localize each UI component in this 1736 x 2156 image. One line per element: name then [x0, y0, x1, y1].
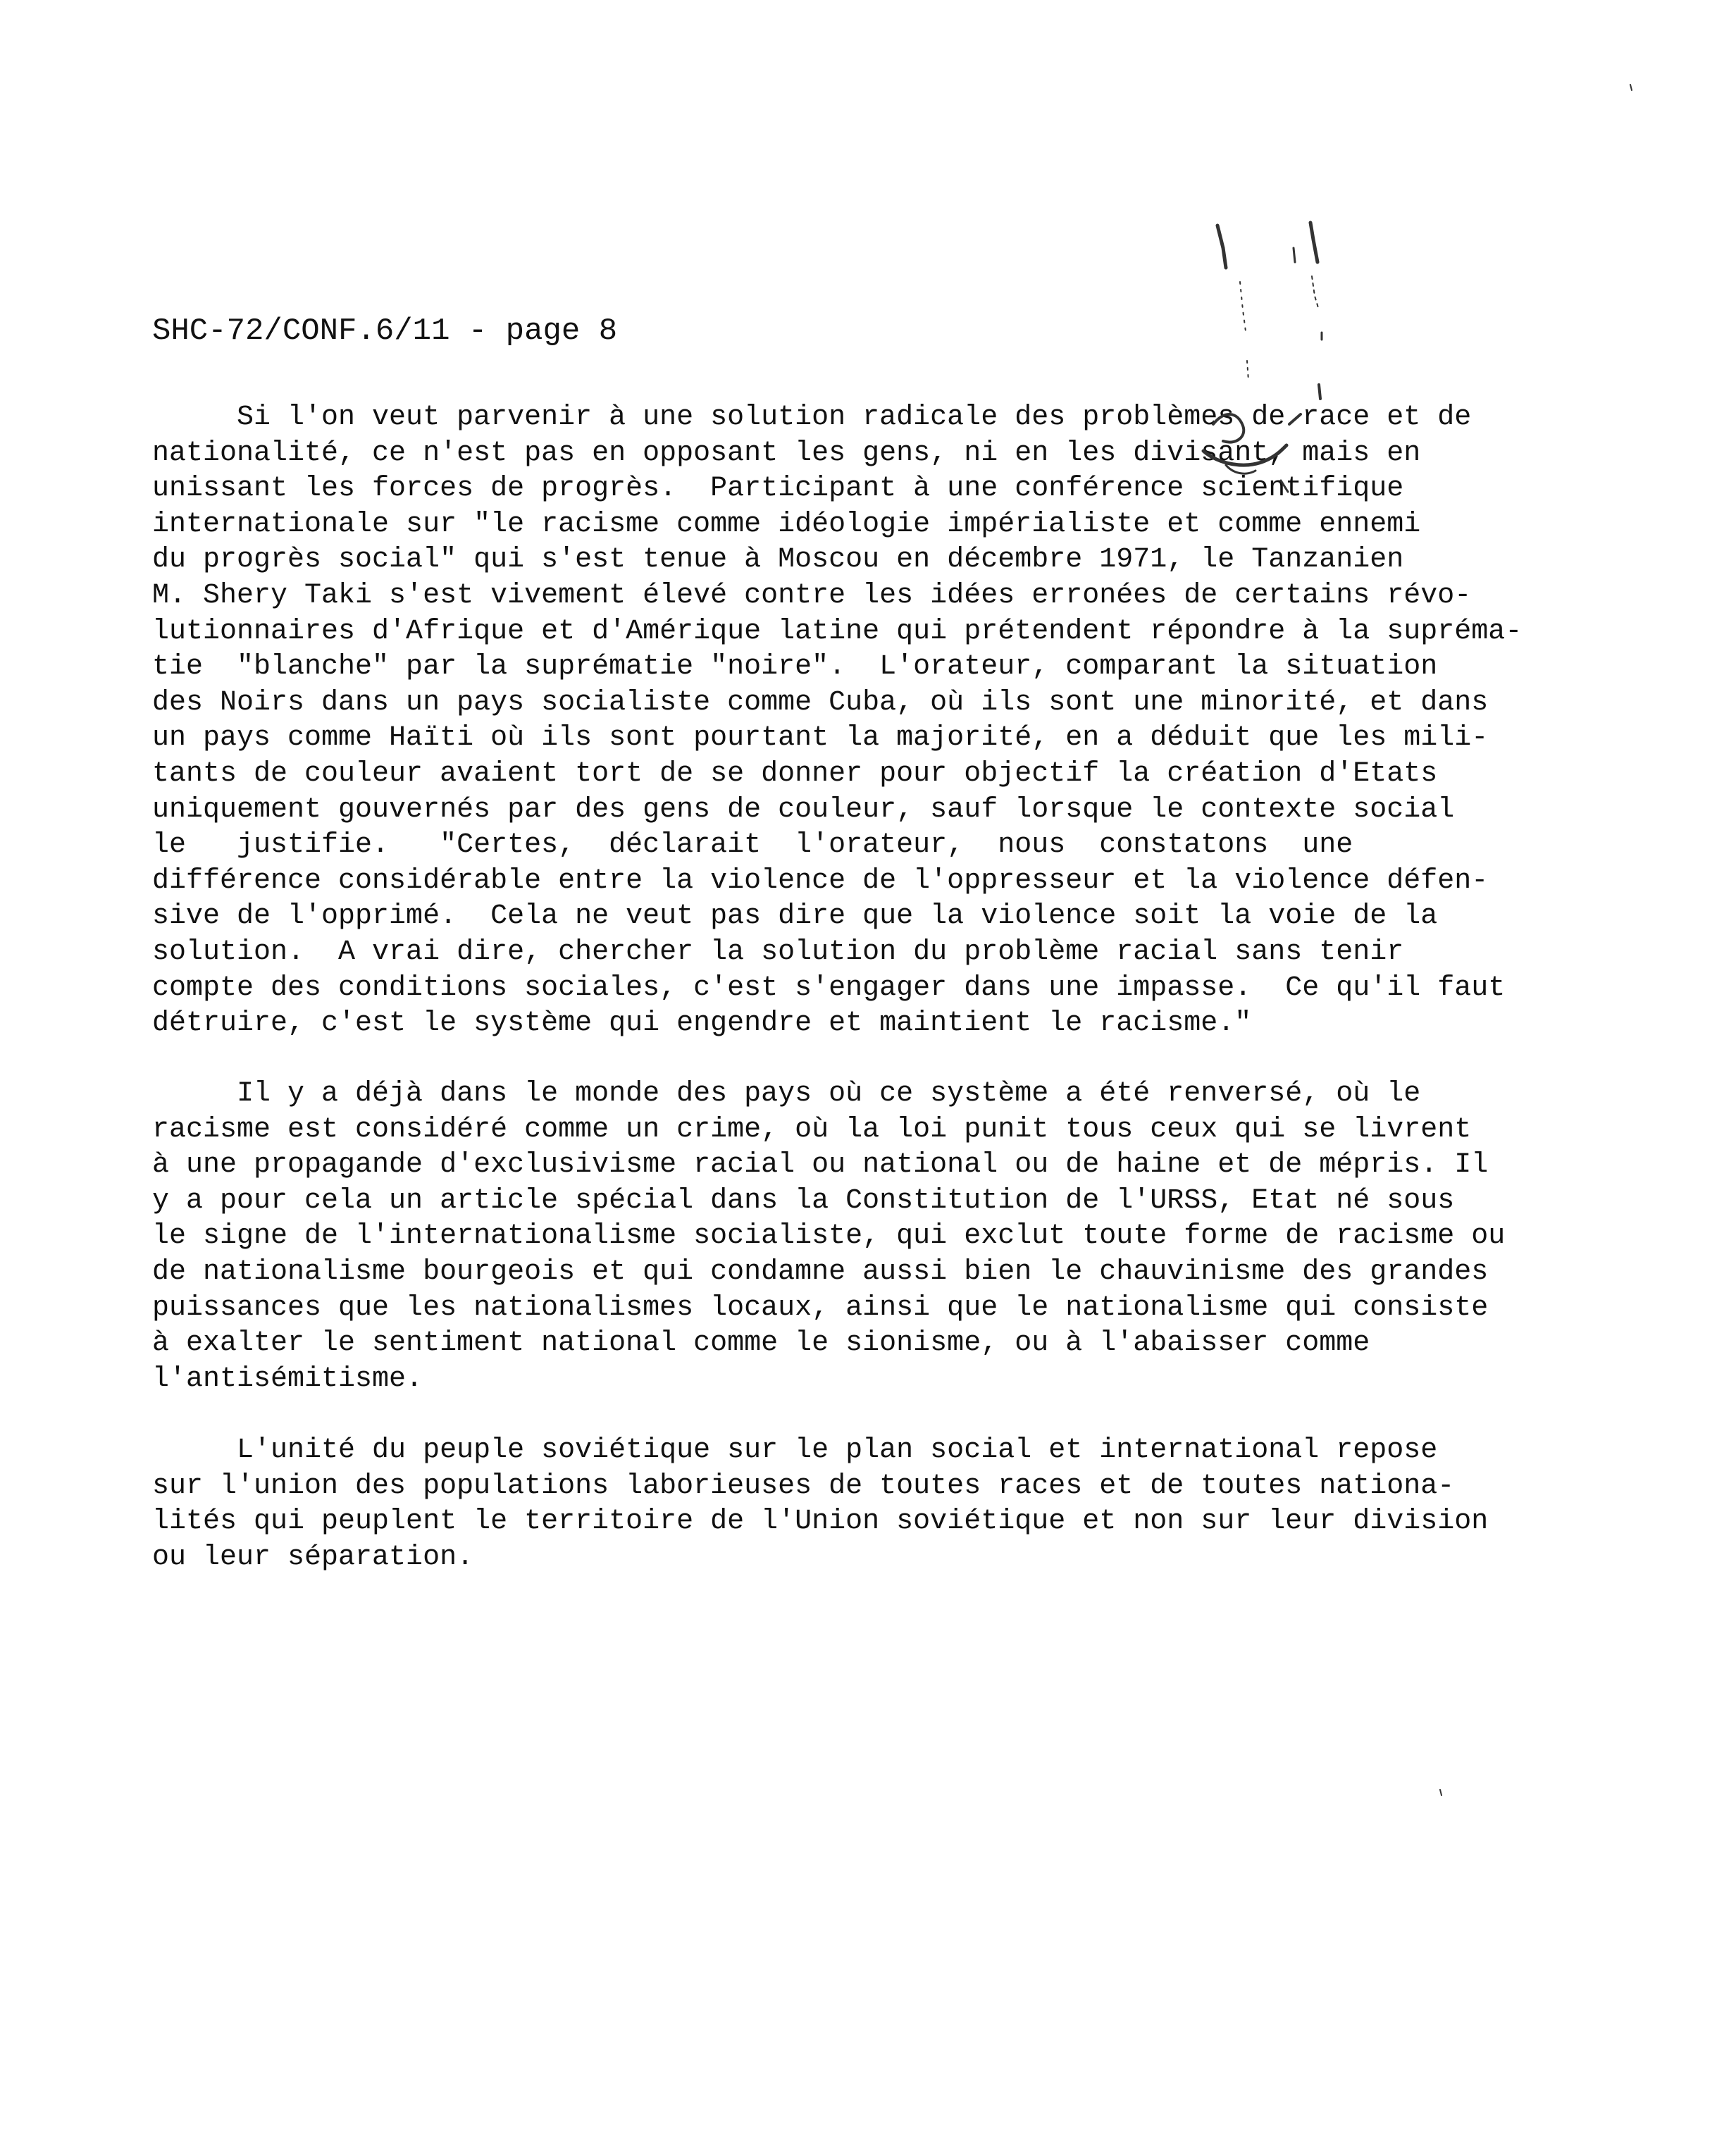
page-header: SHC-72/CONF.6/11 - page 8 [152, 314, 618, 349]
paragraph-3: L'unité du peuple soviétique sur le plan social et international repose sur l'union des populations laborieuses de toutes races et de toutes nationa- lités qui peuplent le territoire de l'Union soviétique et non sur leur division ou leur séparation. [152, 1435, 1489, 1573]
paragraph-2: Il y a déjà dans le monde des pays où ce système a été renversé, où le racisme est considéré comme un crime, où la loi punit tous ceux qui se livrent à une propagande d'exclusivisme racial ou national ou de haine et de mépris. Il y a pour cela un article spécial dans la Constitution de l'URSS, Etat né sous le signe de l'internationalisme socialiste, qui exclut toute forme de racisme ou de nationalisme bourgeois et qui condamne aussi bien le chauvinisme des grandes puissances que les nationalismes locaux, ainsi que le nationalisme qui consiste à exalter le sentiment national comme le sionisme, ou à l'abaisser comme l'antisémitisme. [152, 1078, 1506, 1395]
paragraph-1: Si l'on veut parvenir à une solution radicale des problèmes de race et de nationalité, ce n'est pas en opposant les gens, ni en les divisant, mais en unissant les forces de progrès. Participant à une conférence scientifique internationale sur "le racisme comme idéologie impérialiste et comme ennemi du progrès social" qui s'est tenue à Moscou en décembre 1971, le Tanzanien M. Shery Taki s'est vivement élevé contre les idées erronées de certains révo- lutionnaires d'Afrique et d'Amérique latine qui prétendent répondre à la supréma- tie "blanche" par la suprématie "noire". L'orateur, comparant la situation des Noirs dans un pays socialiste comme Cuba, où ils sont une minorité, et dans un pays comme Haïti où ils sont pourtant la majorité, en a déduit que les mili- tants de couleur avaient tort de se donner pour objectif la création d'Etats uniquement gouvernés par des gens de couleur, sauf lorsque le contexte social le justifie. "Certes, déclarait l'orateur, nous constatons une différence considérable entre la violence de l'oppresseur et la violence défen- sive de l'opprimé. Cela ne veut pas dire que la violence soit la voie de la solution. A vrai dire, chercher la solution du problème racial sans tenir compte des conditions sociales, c'est s'engager dans une impasse. Ce qu'il faut détruire, c'est le système qui engendre et maintient le racisme." [152, 402, 1523, 1040]
